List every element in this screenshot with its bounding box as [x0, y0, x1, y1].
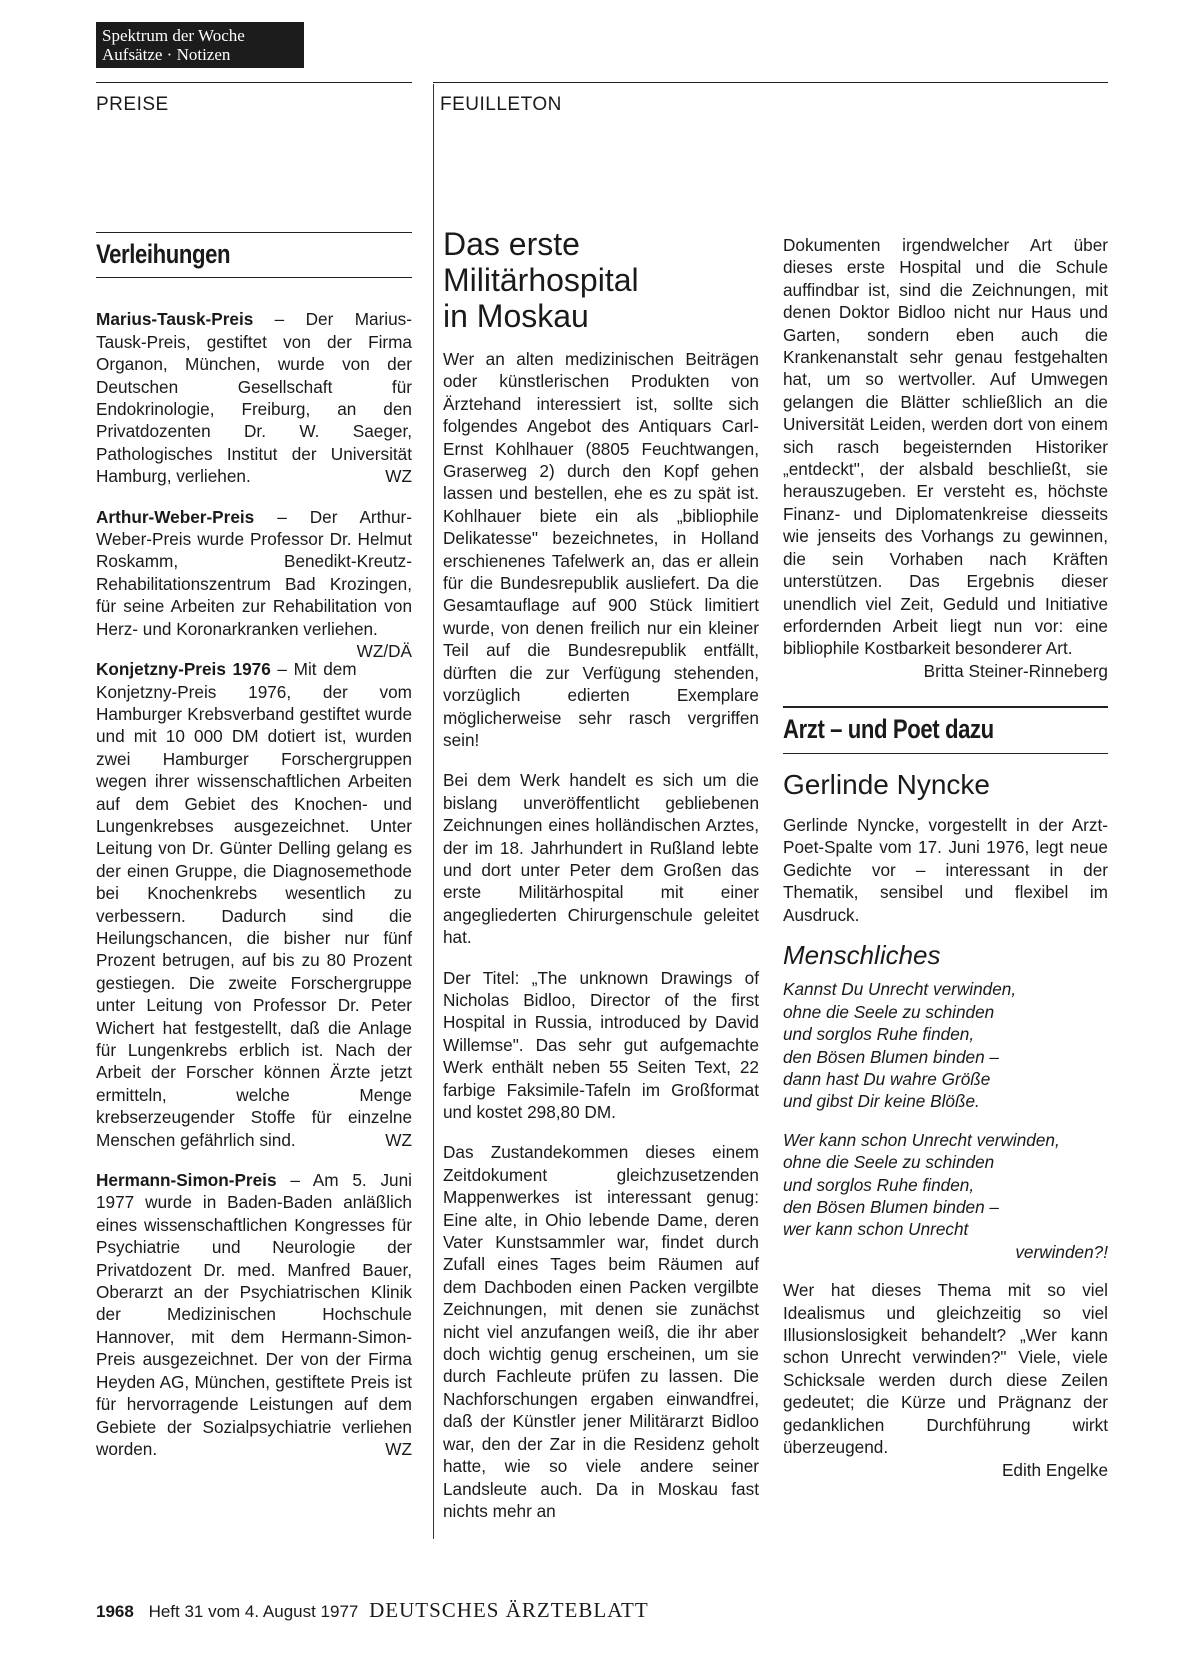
heading-rule-top	[783, 706, 1108, 708]
award-item	[96, 506, 412, 662]
poem-line: Wer kann schon Unrecht verwinden,	[783, 1129, 1060, 1150]
award-text: – Der Arthur-Weber-Preis wurde Professor Dr. Helmut Roskamm, Benedikt-Kreutz-Rehabilitationszentrum Bad Krozingen, für seine Arbeiten zur Rehabilitation von Herz- und Koronarkranken verliehen.	[96, 506, 412, 639]
top-rule-left	[96, 82, 412, 83]
award-text: – Der Marius-Tausk-Preis, gestiftet von der Firma Organon, München, wurde von der Deutschen Gesellschaft für Endokrinologie, Freiburg, an den Privatdozenten Dr. W. Saeger, Pathologisches Institut der Universität Hamburg, verliehen.	[96, 309, 412, 487]
section-badge	[96, 22, 304, 68]
article-paragraph: Der Titel: „The unknown Drawings of Nicholas Bidloo, Director of the first Hospital in Russia, introduced by David Willemse". Das sehr gut aufgemachte Werk enthält neben 55 Seiten Text, 22 farbige Faksimile-Tafeln im Großformat und kostet 298,80 DM.	[443, 967, 759, 1122]
award-name: Marius-Tausk-Preis	[96, 309, 254, 330]
heading-verleihungen: Verleihungen	[96, 239, 231, 269]
author-initials: WZ	[385, 466, 412, 487]
award-text: – Mit dem Konjetzny-Preis 1976, der vom Hamburger Krebsverband gestiftet wurde und mit 10 000 DM dotiert ist, wurden zwei Hamburger Forschergruppen wegen ihrer wissenschaftlichen Arbeiten auf dem Gebiet des Knochen- und Lungenkrebses ausgezeichnet. Unter Leitung von Dr. Günter Delling gelang es der einen Gruppe, die Diagnosemethode bei Knochenkrebs wesentlich zu verbessern. Dadurch sind die Heilungschancen, die bisher nur fünf Prozent betrugen, auf bis zu 80 Prozent gestiegen. Die zweite Forschergruppe unter Leitung von Professor Dr. Peter Wichert hat festgestellt, daß die Anlage für Lungenkrebs erblich ist. Nach der Arbeit der Forscher können Ärzte jetzt ermitteln, welche Menge krebserzeugender Stoffe für einzelne Menschen gefährlich sind.	[96, 659, 412, 1150]
page-number: 1968	[96, 1602, 134, 1621]
top-rule-right	[433, 82, 1108, 83]
article-title-line: Militärhospital	[443, 262, 639, 298]
journal-name: DEUTSCHES ÄRZTEBLATT	[369, 1598, 649, 1622]
poem-title: Menschliches	[783, 939, 941, 970]
poem-line: dann hast Du wahre Größe	[783, 1069, 991, 1089]
issue-info: Heft 31 vom 4. August 1977	[148, 1602, 359, 1621]
poem-line: wer kann schon Unrecht	[783, 1219, 969, 1240]
heading-arzt-poet: Arzt – und Poet dazu	[783, 714, 994, 745]
article-paragraph: Das Zustandekommen dieses einem Zeitdokument gleichzusetzenden Mappenwerkes ist interessant genug: Eine alte, in Ohio lebende Dame, deren Vater Kunstsammler war, findet durch Zufall eines Tages beim Räumen auf dem Dachboden einen Packen vergilbte Zeichnungen, mit denen sie zunächst nicht viel anzufangen weiß, die ihr aber doch wichtig genug erscheinen, um sie durch Fachleute prüfen zu lassen. Die Nachforschungen ergaben einwandfrei, daß der Künstler jener Militärarzt Bidloo war, den der Zar in die Residenz geholt hatte, wie so viele andere seiner Landsleute auch. Da in Moskau fast nichts mehr an	[443, 1142, 759, 1521]
award-name: Hermann-Simon-Preis	[96, 1170, 277, 1191]
poet-intro: Gerlinde Nyncke, vorgestellt in der Arzt-Poet-Spalte vom 17. Juni 1976, legt neue Gedichte vor – interessant in der Thematik, sensibel und flexibel im Ausdruck.	[783, 814, 1108, 925]
closing-paragraph: Wer hat dieses Thema mit so viel Idealismus und gleichzeitig so viel Illusionslosigkeit behandelt? „Wer kann schon Unrecht verwinden?" Viele, viele Schicksale werden durch diese Zeilen gedeutet; die Kürze und Prägnanz der gedanklichen Durchführung wirkt überzeugend.	[783, 1280, 1108, 1458]
column-feuilleton-continued	[783, 234, 1108, 1481]
poem-line: ohne die Seele zu schinden	[783, 1001, 995, 1022]
section-label-feuilleton: FEUILLETON	[440, 94, 562, 115]
author-initials: WZ/DÄ	[356, 641, 412, 662]
column-preise	[96, 232, 412, 1478]
heading-rule-bottom	[96, 277, 412, 278]
article-title	[443, 226, 759, 334]
poem-line: den Bösen Blumen binden –	[783, 1046, 999, 1067]
article-title-line: in Moskau	[443, 298, 589, 334]
award-item	[96, 658, 412, 1151]
poem-line: und sorglos Ruhe finden,	[783, 1024, 975, 1045]
section-label-preise: PREISE	[96, 94, 169, 115]
badge-line-1: Spektrum der Woche	[102, 26, 245, 45]
heading-rule-bottom	[783, 753, 1108, 754]
author-initials: WZ	[385, 1129, 412, 1150]
review-author: Edith Engelke	[1001, 1459, 1108, 1480]
article-author: Britta Steiner-Rinneberg	[923, 660, 1108, 681]
heading-rule-top	[96, 232, 412, 233]
poem-line: und gibst Dir keine Blöße.	[783, 1091, 980, 1112]
column-feuilleton-article	[443, 226, 759, 1540]
page-footer	[96, 1598, 649, 1623]
award-text: – Am 5. Juni 1977 wurde in Baden-Baden anläßlich eines wissenschaftlichen Kongresses für Psychiatrie und Neurologie der Privatdozent Dr. med. Manfred Bauer, Oberarzt an der Psychiatrischen Klinik der Medizinischen Hochschule Hannover, mit dem Hermann-Simon-Preis ausgezeichnet. Der von der Firma Heyden AG, München, gestiftete Preis ist für hervorragende Leistungen auf dem Gebiete der Sozialpsychiatrie verliehen worden.	[96, 1170, 412, 1459]
poem-line: verwinden?!	[1015, 1241, 1108, 1262]
badge-line-2: Aufsätze · Notizen	[102, 45, 231, 64]
poet-name: Gerlinde Nyncke	[783, 768, 990, 800]
award-name: Arthur-Weber-Preis	[96, 506, 255, 527]
poem-line: und sorglos Ruhe finden,	[783, 1174, 975, 1195]
poem-line: den Bösen Blumen binden –	[783, 1197, 999, 1218]
article-paragraph: Bei dem Werk handelt es sich um die bislang unveröffentlicht gebliebenen Zeichnungen eines holländischen Arztes, der im 18. Jahrhundert in Rußland lebte und dort unter Peter dem Großen das erste Militärhospital mit einer angegliederten Chirurgenschule geleitet hat.	[443, 770, 759, 948]
column-divider	[433, 84, 434, 1539]
author-initials: WZ	[385, 1438, 412, 1459]
award-item	[96, 1169, 412, 1460]
award-item	[96, 308, 412, 487]
article-title-line: Das erste	[443, 226, 580, 262]
poem-stanza-2	[783, 1129, 1108, 1263]
article-continuation: Dokumenten irgendwelcher Art über dieses erste Hospital und die Schule auffindbar ist, sind die Zeichnungen, mit denen Doktor Bidloo nicht nur Haus und Garten, sondern eben auch die Krankenanstalt sehr genau festgehalten hat, um so wertvoller. Auf Umwegen gelangen die Blätter schließlich an die Universität Leiden, werden dort von einem sich rasch begeisternden Historiker „entdeckt", der alsbald beschließt, sie herauszugeben. Er versteht es, höchste Finanz- und Diplomatenkreise diesseits wie jenseits des Vorhangs zu gewinnen, die sein Vorhaben nach Kräften unterstützen. Das Ergebnis dieser unendlich viel Zeit, Geduld und Initiative erfordernden Arbeit liegt nun vor: eine bibliophile Kostbarkeit besonderer Art.	[783, 235, 1108, 659]
poem-line: ohne die Seele zu schinden	[783, 1152, 995, 1173]
article-paragraph: Wer an alten medizinischen Beiträgen oder künstlerischen Produkten von Ärztehand interessiert ist, sollte sich folgendes Angebot des Antiquars Carl-Ernst Kohlhauer (8805 Feuchtwangen, Graserweg 2) durch den Kopf gehen lassen und bestellen, ehe es zu spät ist. Kohlhauer biete ein als „bibliophile Delikatesse" bezeichnetes, in Holland erschienenes Tafelwerk an, das er allein für die Bundesrepublik ausliefert. Da die Gesamtauflage auf 900 Stück limitiert wurde, von denen freilich nur ein kleiner Teil auf die Bundesrepublik entfällt, dürften die zur Verfügung stehenden, vorzüglich edierten Exemplare möglicherweise sehr rasch vergriffen sein!	[443, 349, 759, 750]
award-name: Konjetzny-Preis 1976	[96, 659, 271, 680]
poem-stanza-1	[783, 978, 1108, 1112]
poem-line: Kannst Du Unrecht verwinden,	[783, 979, 1017, 1000]
